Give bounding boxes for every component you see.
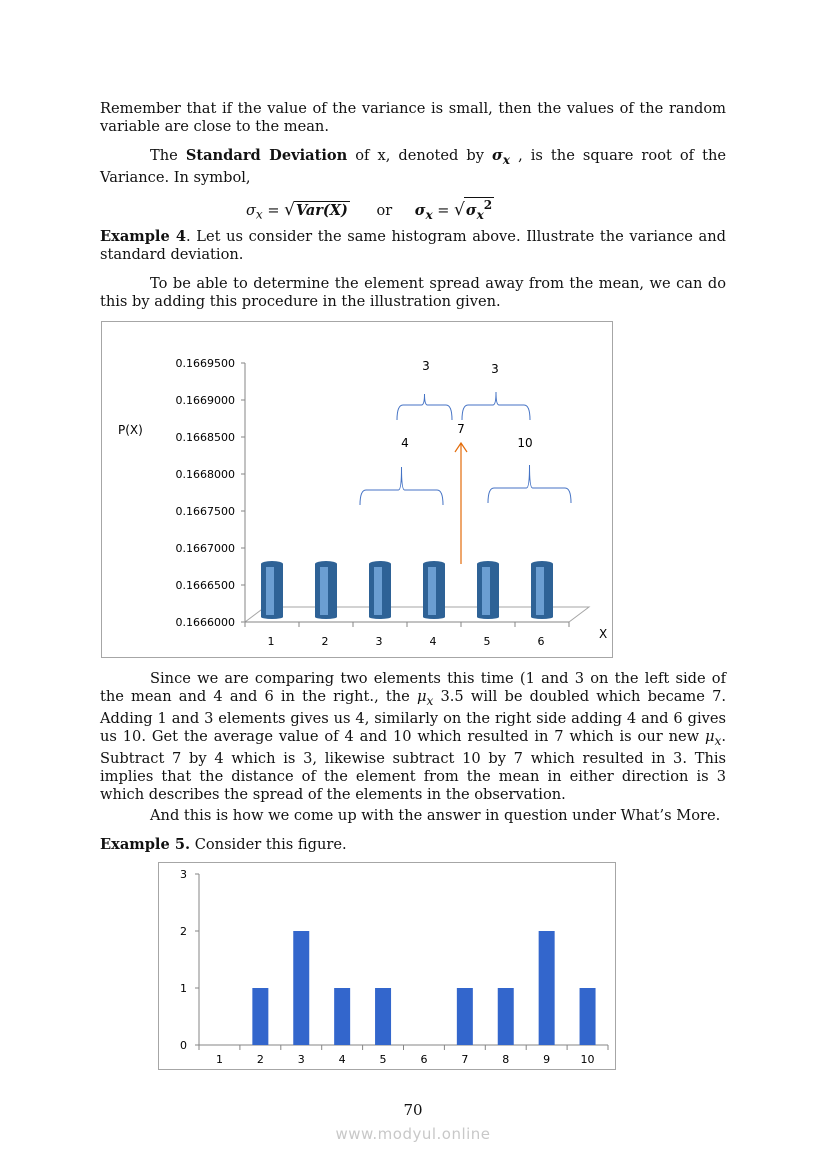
y-axis-label: P(X) <box>118 423 143 437</box>
y-tick-label: 1 <box>180 982 187 995</box>
x-tick-label: 6 <box>537 635 545 648</box>
chart-frequency-bars <box>158 862 616 1070</box>
equals: = <box>432 202 455 219</box>
paragraph-standard-deviation <box>100 147 726 187</box>
paragraph-variance-note: Remember that if the value of the variance is small, then the values of the random variable are close to the mean. <box>100 100 726 135</box>
x-axis-label: X <box>599 627 608 641</box>
bar <box>334 988 350 1045</box>
y-tick-label: 0 <box>180 1039 187 1052</box>
bar <box>539 931 555 1045</box>
chart-2-svg <box>159 863 615 1069</box>
cylinder-top <box>315 561 337 567</box>
radical-icon: √ <box>284 199 295 220</box>
formula-standard-deviation <box>246 197 494 222</box>
x-tick-label: 10 <box>580 1053 595 1066</box>
y-tick-label: 0.1667000 <box>175 542 235 555</box>
subscript: x <box>714 733 722 748</box>
paragraph-whats-more: And this is how we come up with the answer in question under What’s More. <box>150 807 721 824</box>
cylinder-highlight <box>482 567 490 615</box>
x-tick-label: 2 <box>321 635 329 648</box>
brace-left-lower <box>360 467 443 505</box>
y-tick-label: 0.1669500 <box>175 357 235 370</box>
annotation-sum-left: 4 <box>401 436 409 450</box>
cylinder-bottom <box>477 615 499 619</box>
annotation-sum-right: 10 <box>517 436 533 450</box>
cylinder-bottom <box>423 615 445 619</box>
superscript: 2 <box>483 198 493 212</box>
mu-symbol: μ <box>705 727 715 745</box>
cylinder-top <box>423 561 445 567</box>
x-tick-label: 1 <box>215 1053 223 1066</box>
cylinder-top <box>531 561 553 567</box>
equals: = <box>262 202 285 219</box>
bar-cylinder <box>261 561 283 619</box>
bar <box>293 931 309 1045</box>
x-tick-label: 7 <box>461 1053 469 1066</box>
x-tick-label: 6 <box>420 1053 428 1066</box>
text: 3.5 will be doubled which became 7. Adding 1 and 3 elements gives us 4, similarly on the right side adding 4 and 6 gives us 10. Get the average value of 4 and 10 which resulted in 7 which is our new <box>100 688 726 745</box>
cylinder-bottom <box>315 615 337 619</box>
bar <box>580 988 596 1045</box>
bar <box>252 988 268 1045</box>
brace-right-lower <box>488 465 571 503</box>
text: of x, denoted by <box>347 147 493 164</box>
bar <box>457 988 473 1045</box>
y-tick-label: 0.1668000 <box>175 468 235 481</box>
text: The <box>150 147 186 164</box>
x-tick-label: 5 <box>379 1053 387 1066</box>
x-tick-label: 4 <box>429 635 437 648</box>
text: Consider this figure. <box>190 836 347 853</box>
bar <box>498 988 514 1045</box>
bar-cylinder <box>315 561 337 619</box>
subscript: x <box>255 207 263 222</box>
bar-cylinder <box>477 561 499 619</box>
example-5 <box>100 836 726 854</box>
text: . Subtract 7 by 4 which is 3, likewise subtract 10 by 7 which resulted in 3. This implies that the distance of the element from the mean in either direction is 3 which describes the spread of the elements in the observation. <box>100 727 726 803</box>
y-tick-label: 0.1666000 <box>175 616 235 629</box>
x-tick-label: 2 <box>256 1053 264 1066</box>
cylinder-highlight <box>374 567 382 615</box>
subscript: x <box>426 693 434 708</box>
cylinder-top <box>477 561 499 567</box>
example-label: Example 4 <box>100 228 186 245</box>
watermark: www.modyul.online <box>335 1125 491 1143</box>
x-tick-label: 9 <box>543 1053 551 1066</box>
bar-cylinder <box>531 561 553 619</box>
text: . Let us consider the same histogram above. Illustrate the variance and standard deviation. <box>100 228 726 263</box>
annotation-distance-left: 3 <box>422 359 430 373</box>
cylinder-top <box>369 561 391 567</box>
x-tick-label: 3 <box>297 1053 305 1066</box>
cylinder-top <box>261 561 283 567</box>
annotation-new-mean: 7 <box>457 422 465 436</box>
page-number: 70 <box>403 1101 423 1119</box>
y-tick-label: 0.1668500 <box>175 431 235 444</box>
cylinder-bottom <box>369 615 391 619</box>
example-label: Example 5. <box>100 836 191 853</box>
x-tick-label: 8 <box>502 1053 510 1066</box>
radicand-var: Var(X) <box>295 201 348 219</box>
cylinder-highlight <box>536 567 544 615</box>
cylinder-highlight <box>266 567 274 615</box>
paragraph-procedure: To be able to determine the element spread away from the mean, we can do this by adding this procedure in the illustration given. <box>100 275 726 310</box>
bar-cylinder <box>369 561 391 619</box>
chart-1-svg <box>102 322 612 657</box>
y-tick-label: 3 <box>180 868 187 881</box>
or-text: or <box>376 202 393 219</box>
sigma-symbol: σ <box>414 201 426 219</box>
paragraph-explanation <box>100 670 726 804</box>
brace-right-upper <box>462 392 530 420</box>
annotation-distance-right: 3 <box>491 362 499 376</box>
cylinder-highlight <box>320 567 328 615</box>
bar-cylinder <box>423 561 445 619</box>
bar <box>375 988 391 1045</box>
x-tick-label: 5 <box>483 635 491 648</box>
cylinder-bottom <box>531 615 553 619</box>
subscript: x <box>502 152 511 167</box>
cylinder-highlight <box>428 567 436 615</box>
sigma-symbol: σ <box>492 147 503 164</box>
y-tick-label: 0.1669000 <box>175 394 235 407</box>
mu-symbol: μ <box>416 688 427 705</box>
example-4 <box>100 228 726 264</box>
chart-probability-cylinders <box>101 321 613 658</box>
radicand-sigma: σ <box>465 201 477 219</box>
radical-icon: √ <box>454 199 465 220</box>
x-tick-label: 1 <box>267 635 275 648</box>
text: , is the square root of the Variance. In symbol, <box>100 147 726 186</box>
cylinder-bottom <box>261 615 283 619</box>
subscript: x <box>476 207 484 222</box>
x-tick-label: 4 <box>338 1053 346 1066</box>
y-tick-label: 0.1667500 <box>175 505 235 518</box>
y-tick-label: 0.1666500 <box>175 579 235 592</box>
text: Since we are comparing two elements this time (1 and 3 on the left side of the mean and 4 and 6 in the right., the <box>100 670 726 705</box>
y-tick-label: 2 <box>180 925 187 938</box>
brace-left-upper <box>397 394 452 420</box>
term-standard-deviation: Standard Deviation <box>185 147 348 164</box>
sigma-symbol: σ <box>246 202 256 219</box>
subscript: x <box>425 207 433 222</box>
x-tick-label: 3 <box>375 635 383 648</box>
